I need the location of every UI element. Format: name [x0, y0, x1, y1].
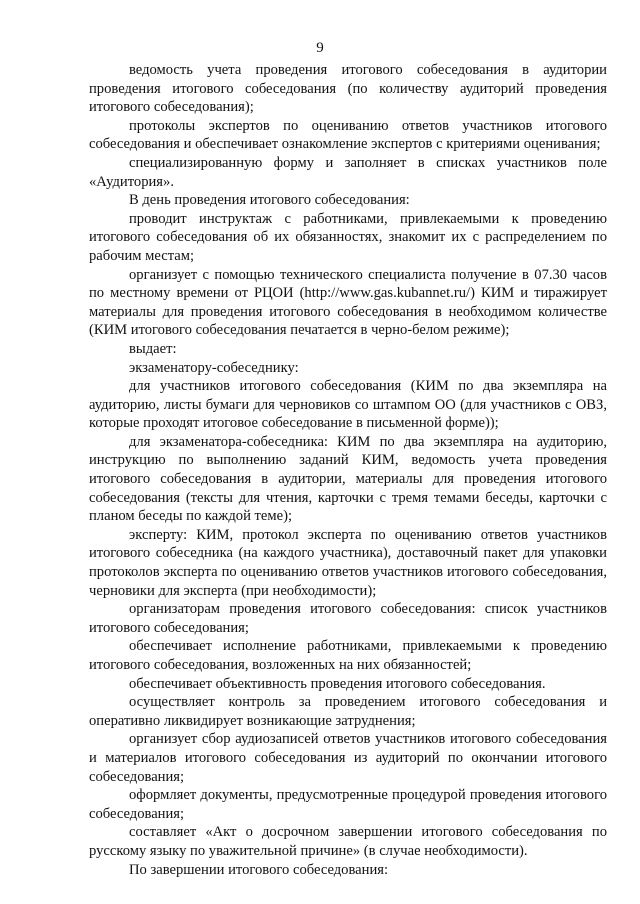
paragraph: оформляет документы, предусмотренные процедурой проведения итогового собеседования;	[89, 787, 607, 822]
paragraph: ведомость учета проведения итогового собеседования в аудитории проведения итогового собеседования (по количеству аудиторий проведения итогового собеседования);	[89, 62, 607, 116]
paragraph: организует с помощью технического специалиста получение в 07.30 часов по местному времени от РЦОИ (http://www.gas.kubannet.ru/) КИМ и тиражирует материалы для проведения итогового собеседования в необходимом количестве (КИМ итогового собеседования печатается в черно-белом режиме);	[89, 266, 607, 339]
page-number: 9	[316, 40, 324, 56]
paragraph: По завершении итогового собеседования:	[129, 861, 389, 878]
paragraph: протоколы экспертов по оцениванию ответов участников итогового собеседования и обеспечивает ознакомление экспертов с критериями оценивания;	[89, 117, 607, 153]
paragraph: обеспечивает объективность проведения итогового собеседования.	[129, 675, 546, 692]
paragraph: составляет «Акт о досрочном завершении итогового собеседования по русскому языку по уважительной причине» (в случае необходимости).	[89, 824, 607, 859]
paragraph: эксперту: КИМ, протокол эксперта по оцениванию ответов участников итогового собеседника (на каждого участника), доставочный пакет для упаковки протоколов эксперта по оцениванию ответов участников итогового собеседования, черновики для эксперта (при необходимости);	[89, 526, 607, 599]
paragraph: осуществляет контроль за проведением итогового собеседования и оперативно ликвидирует возникающие затруднения;	[89, 694, 607, 729]
paragraph: специализированную форму и заполняет в списках участников поле «Аудитория».	[89, 154, 607, 190]
paragraph: экзаменатору-собеседнику:	[129, 359, 299, 376]
paragraph: для участников итогового собеседования (КИМ по два экземпляра на аудиторию, листы бумаги для черновиков со штампом ОО (для участников с ОВЗ, которые проходят итоговое собеседование в письменной форме));	[89, 378, 607, 432]
paragraph: выдает:	[129, 340, 177, 357]
document-body	[89, 61, 607, 879]
paragraph: организаторам проведения итогового собеседования: список участников итогового собеседования;	[89, 601, 607, 636]
paragraph: для экзаменатора-собеседника: КИМ по два экземпляра на аудиторию, инструкцию по выполнению заданий КИМ, ведомость учета проведения итогового собеседования в аудитории, материалы для проведения итогового собеседования (тексты для чтения, карточки с тремя темами беседы, карточки с планом беседы по каждой теме);	[89, 433, 607, 525]
paragraph: проводит инструктаж с работниками, привлекаемыми к проведению итогового собеседования об их обязанностях, знакомит их с распределением по рабочим местам;	[89, 210, 607, 264]
paragraph: обеспечивает исполнение работниками, привлекаемыми к проведению итогового собеседования, возложенных на них обязанностей;	[89, 638, 607, 673]
paragraph: организует сбор аудиозаписей ответов участников итогового собеседования и материалов итогового собеседования из аудиторий по окончании итогового собеседования;	[89, 731, 607, 785]
paragraph: В день проведения итогового собеседования:	[129, 192, 410, 209]
